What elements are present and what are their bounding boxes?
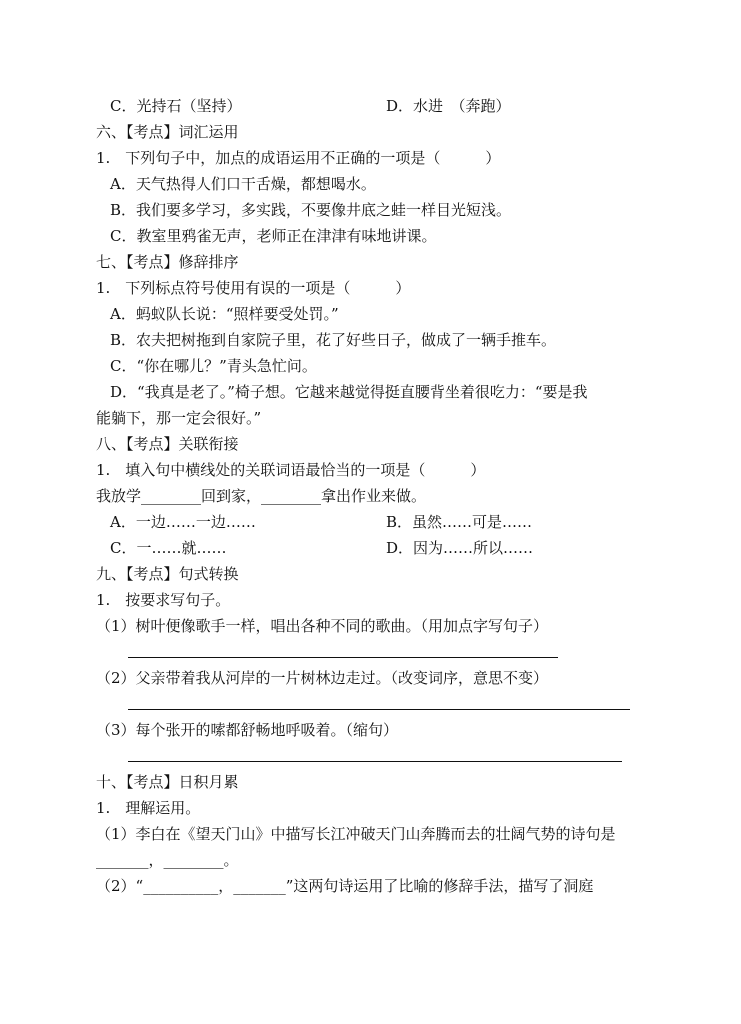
option-c: C．教室里鸦雀无声，老师正在津津有味地讲课。 — [110, 227, 437, 245]
question-text: 1. 填入句中横线处的关联词语最恰当的一项是（ ） — [96, 461, 486, 479]
section-heading-10: 十、【考点】日积月累 — [96, 773, 239, 791]
option-d: D．因为……所以…… — [386, 539, 534, 557]
option-c: C．光持石（坚持） — [110, 97, 242, 115]
option-b: B．农夫把树拖到自家院子里，花了好些日子，做成了一辆手推车。 — [110, 331, 557, 349]
sub-question-2: （2）“__________，_______”这两句诗运用了比喻的修辞手法，描写了洞庭 — [96, 877, 594, 895]
option-d-continued: 能躺下，那一定会很好。” — [96, 409, 262, 427]
section-heading-7: 七、【考点】修辞排序 — [96, 253, 239, 271]
section-heading-6: 六、【考点】词汇运用 — [96, 123, 239, 141]
question-text: 1. 下列标点符号使用有误的一项是（ ） — [96, 279, 411, 297]
option-a: A．一边……一边…… — [110, 513, 256, 531]
answer-line[interactable] — [128, 657, 558, 658]
question-text: 1. 按要求写句子。 — [96, 591, 231, 609]
option-c: C．一……就…… — [110, 539, 227, 557]
option-a: A．蚂蚁队长说：“照样要受处罚。” — [110, 305, 339, 323]
answer-line[interactable] — [128, 761, 622, 762]
answer-line[interactable] — [128, 709, 630, 710]
option-c: C．“你在哪儿？”青头急忙问。 — [110, 357, 317, 375]
option-b: B．虽然……可是…… — [386, 513, 533, 531]
fill-in-sentence: 我放学________回到家，________拿出作业来做。 — [96, 487, 427, 505]
question-text: 1. 理解运用。 — [96, 799, 201, 817]
fill-in-blanks: _______，________。 — [96, 851, 239, 869]
sub-question-1: （1）树叶便像歌手一样，唱出各种不同的歌曲。（用加点字写句子） — [96, 617, 549, 635]
section-heading-8: 八、【考点】关联衔接 — [96, 435, 239, 453]
sub-question-3: （3）每个张开的嗦都舒畅地呼吸着。（缩句） — [96, 721, 399, 739]
option-d: D．水进 （奔跑） — [386, 97, 511, 115]
option-d: D．“我真是老了。”椅子想。它越来越觉得挺直腰背坐着很吃力：“要是我 — [110, 383, 588, 401]
option-b: B．我们要多学习，多实践，不要像井底之蛙一样目光短浅。 — [110, 201, 512, 219]
question-text: 1. 下列句子中，加点的成语运用不正确的一项是（ ） — [96, 149, 501, 167]
section-heading-9: 九、【考点】句式转换 — [96, 565, 239, 583]
sub-question-2: （2）父亲带着我从河岸的一片树林边走过。（改变词序，意思不变） — [96, 669, 549, 687]
sub-question-1: （1）李白在《望天门山》中描写长江冲破天门山奔腾而去的壮阔气势的诗句是 — [96, 825, 616, 843]
option-a: A．天气热得人们口干舌燥，都想喝水。 — [110, 175, 376, 193]
